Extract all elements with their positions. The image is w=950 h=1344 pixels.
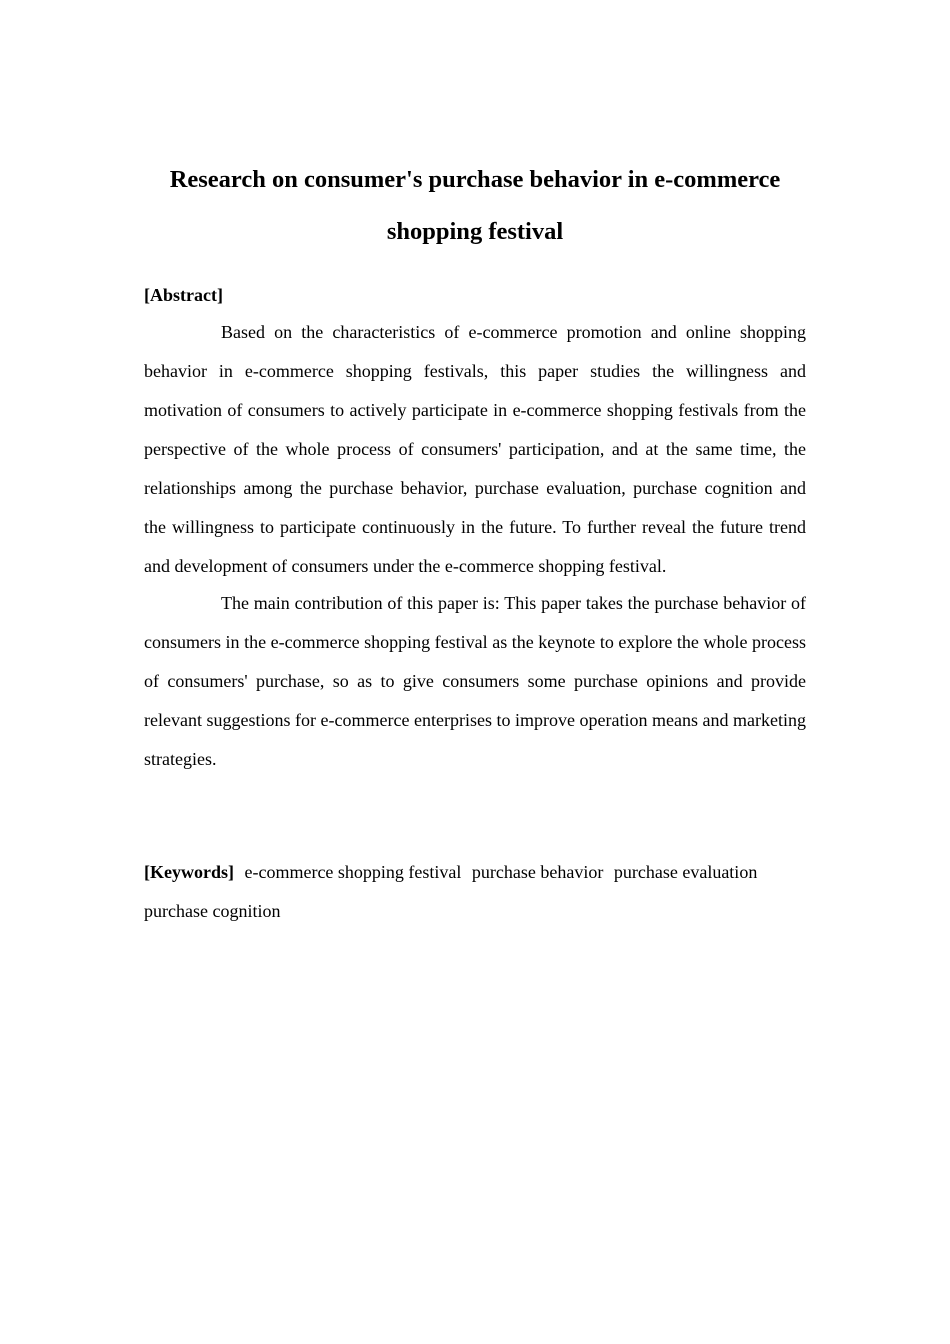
- keyword-item: purchase behavior: [471, 862, 604, 882]
- keywords-section: [144, 853, 806, 931]
- keyword-item: purchase evaluation: [613, 862, 758, 882]
- abstract-paragraph: Based on the characteristics of e-commerce promotion and online shopping behavior in e-commerce shopping festivals, this paper studies the willingness and motivation of consumers to actively participate in e-commerce shopping festivals from the perspective of the whole process of consumers' participation, and at the same time, the relationships among the purchase behavior, purchase evaluation, purchase cognition and the willingness to participate continuously in the future. To further reveal the future trend and development of consumers under the e-commerce shopping festival.: [144, 322, 806, 576]
- keyword-item: purchase cognition: [144, 901, 281, 921]
- keyword-item: e-commerce shopping festival: [244, 862, 462, 882]
- document-title: Research on consumer's purchase behavior in e-commerce shopping festival: [169, 166, 781, 245]
- keywords-label: [Keywords]: [144, 862, 234, 882]
- abstract-paragraph: The main contribution of this paper is: This paper takes the purchase behavior of consumers in the e-commerce shopping festival as the keynote to explore the whole process of consumers' purchase, so as to give consumers some purchase opinions and provide relevant suggestions for e-commerce enterprises to improve operation means and marketing strategies.: [144, 593, 806, 769]
- abstract-body: [144, 313, 806, 779]
- abstract-heading: [Abstract]: [144, 285, 223, 305]
